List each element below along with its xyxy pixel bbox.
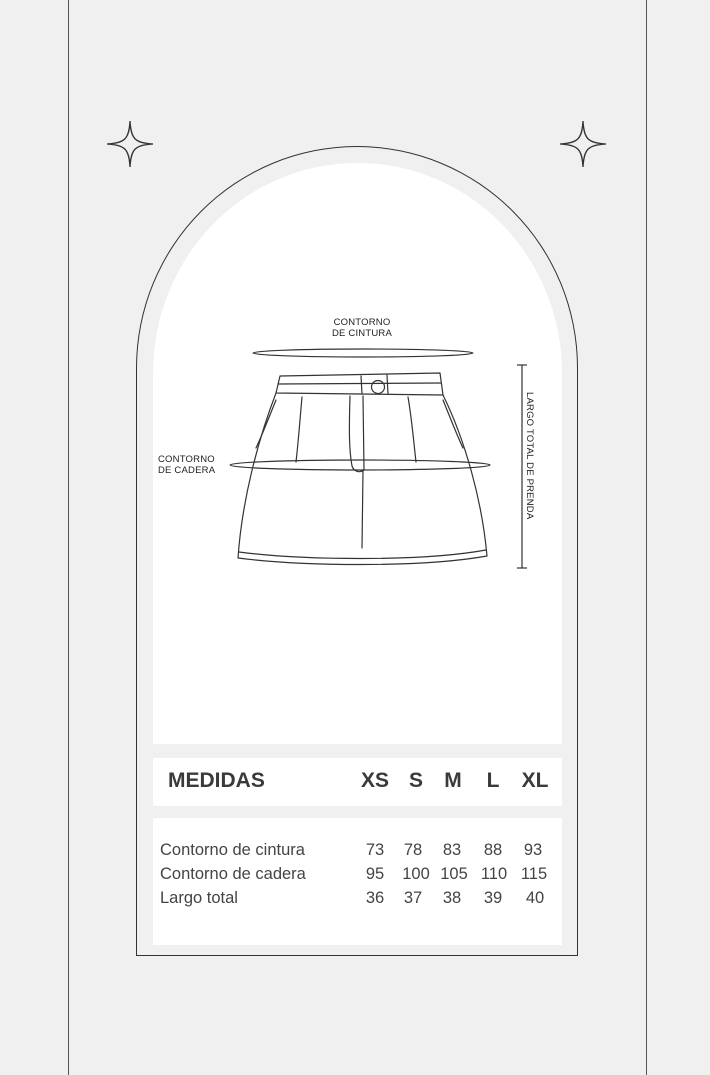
table-cell: 93 (523, 841, 543, 859)
sparkle-right-icon (560, 121, 606, 167)
row-label-length: Largo total (160, 889, 238, 907)
table-title: MEDIDAS (168, 769, 265, 792)
size-header-l: L (486, 769, 500, 792)
table-cell: 38 (442, 889, 462, 907)
hip-label-line2: DE CADERA (158, 465, 216, 476)
sparkle-left-icon (107, 121, 153, 167)
table-cell: 105 (440, 865, 468, 883)
table-cell: 37 (403, 889, 423, 907)
table-top-gap (153, 744, 562, 758)
waist-measure-ellipse (253, 349, 473, 357)
hip-measure-ellipse (230, 460, 490, 470)
table-cell: 36 (365, 889, 385, 907)
table-cell: 83 (442, 841, 462, 859)
table-middle-gap (153, 806, 562, 818)
hip-label-line1: CONTORNO (158, 454, 215, 465)
table-cell: 95 (365, 865, 385, 883)
skirt-diagram (150, 300, 560, 600)
table-cell: 78 (403, 841, 423, 859)
row-label-waist: Contorno de cintura (160, 841, 305, 859)
table-cell: 115 (520, 865, 548, 883)
table-cell: 40 (525, 889, 545, 907)
table-cell: 110 (480, 865, 508, 883)
table-cell: 73 (365, 841, 385, 859)
frame-line-left (68, 0, 69, 1075)
length-label: LARGO TOTAL DE PRENDA (524, 392, 535, 520)
size-header-xl: XL (521, 769, 549, 792)
waist-label-line1: CONTORNO (333, 317, 391, 328)
frame-line-right (646, 0, 647, 1075)
table-cell: 88 (483, 841, 503, 859)
size-header-xs: XS (360, 769, 389, 792)
row-label-hip: Contorno de cadera (160, 865, 306, 883)
size-header-s: S (408, 769, 423, 792)
table-cell: 39 (483, 889, 503, 907)
table-cell: 100 (402, 865, 430, 883)
waist-label-line2: DE CINTURA (331, 328, 393, 339)
size-header-m: M (444, 769, 462, 792)
